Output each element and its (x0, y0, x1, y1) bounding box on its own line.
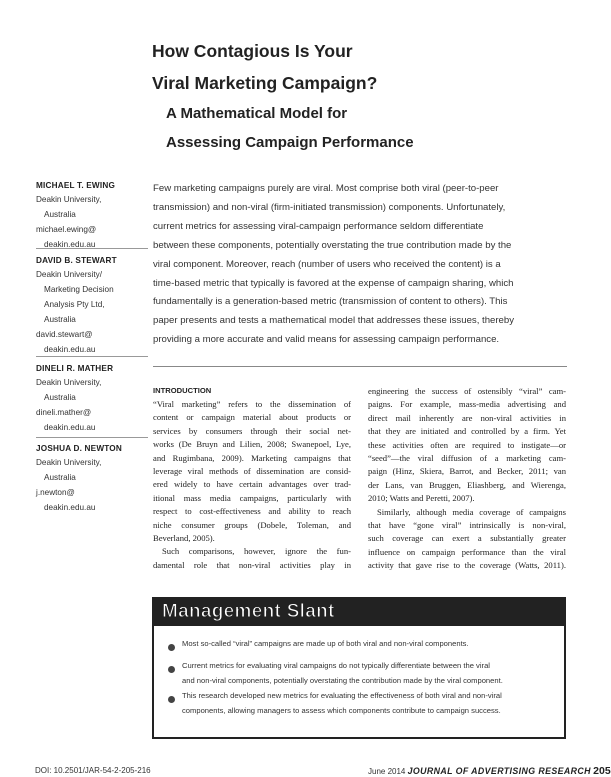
body-line: and Rugimbana, 2009). Marketing campaigns that (153, 452, 351, 463)
author-block (36, 256, 148, 357)
section-heading-introduction: INTRODUCTION (153, 386, 212, 395)
author-block (36, 444, 148, 515)
article-title-line-2: Viral Marketing Campaign? (152, 73, 378, 93)
body-line: 2010; Watts and Peretti, 2007). (368, 493, 475, 504)
author-email: david.stewart@ (36, 330, 93, 339)
bullet-icon (168, 644, 175, 651)
author-affiliation: Australia (44, 393, 76, 402)
author-name: DAVID B. STEWART (36, 256, 117, 265)
author-email: dineli.mather@ (36, 408, 92, 417)
author-affiliation: Marketing Decision (44, 285, 114, 294)
footer-journal-name: JOURNAL OF ADVERTISING RESEARCH (407, 766, 591, 776)
author-name: JOSHUA D. NEWTON (36, 444, 122, 453)
article-subtitle-line-2: Assessing Campaign Performance (166, 134, 414, 151)
abstract-divider (153, 366, 567, 367)
slant-bullet-text: components, allowing managers to assess which components contribute to campaign success. (182, 706, 501, 715)
slant-bullet-text: and non-viral components, potentially overstating the contribution made by the viral component. (182, 676, 503, 685)
abstract-line: between these components, potentially overstating the true contribution made by the (153, 239, 512, 251)
author-affiliation: Australia (44, 210, 76, 219)
author-email: deakin.edu.au (44, 240, 96, 249)
author-affiliation: Deakin University, (36, 195, 102, 204)
body-line: works (De Bruyn and Lilien, 2008; Swanepoel, Lye, (153, 439, 351, 450)
author-divider (36, 437, 148, 438)
body-line: Similarly, although media coverage of campaigns (377, 506, 566, 517)
abstract-line: paper presents and tests a mathematical model that addresses these issues, thereby (153, 315, 515, 327)
author-affiliation: Deakin University, (36, 378, 102, 387)
body-line: paigns. For example, mass-media advertising and (368, 399, 566, 410)
body-line: these activities often are required to instigate—or (368, 439, 566, 450)
body-line: ered widely to have certain advantages over trad- (153, 479, 351, 490)
author-email: deakin.edu.au (44, 345, 96, 354)
body-line: paign (Hinz, Skiera, Barrot, and Becker, 2011; van (368, 466, 566, 477)
slant-bullet-text: Current metrics for evaluating viral campaigns do not typically differentiate between the viral (182, 661, 490, 670)
footer-doi: DOI: 10.2501/JAR-54-2-205-216 (35, 766, 151, 775)
management-slant-title: Management Slant (162, 601, 335, 622)
body-line: Such comparisons, however, ignore the fun- (162, 546, 351, 557)
bullet-icon (168, 666, 175, 673)
body-line: Beverland, 2005). (153, 533, 215, 544)
body-line: damental role that non-viral activities play in (153, 559, 351, 570)
bullet-icon (168, 696, 175, 703)
author-email: deakin.edu.au (44, 503, 96, 512)
management-slant-header (154, 599, 564, 626)
abstract-line: current metrics for assessing viral-campaign performance seldom differentiate (153, 220, 484, 232)
body-line: that they are initiated and controlled by a firm. Yet (368, 426, 566, 437)
body-line: direct mail inherently are non-viral activities in (368, 412, 566, 423)
body-line: that have “gone viral” intrinsically is non-viral, (368, 520, 566, 531)
author-affiliation: Australia (44, 473, 76, 482)
author-name: MICHAEL T. EWING (36, 181, 116, 190)
author-email: j.newton@ (36, 488, 75, 497)
author-affiliation: Deakin University, (36, 458, 102, 467)
body-line: influence on campaign performance than the viral (368, 546, 566, 557)
article-subtitle-line-1: A Mathematical Model for (166, 105, 348, 122)
author-block (36, 181, 148, 252)
author-divider (36, 356, 148, 357)
author-affiliation: Analysis Pty Ltd, (44, 300, 105, 309)
body-line: activity that gave rise to the coverage (Watts, 2011). (368, 560, 566, 571)
author-affiliation: Australia (44, 315, 76, 324)
footer-page-number: 205 (593, 765, 611, 777)
author-email: michael.ewing@ (36, 225, 97, 234)
slant-bullet-text: Most so-called “viral” campaigns are made up of both viral and non-viral components. (182, 639, 469, 648)
slant-bullet-text: This research developed new metrics for evaluating the effectiveness of both viral and non-viral (182, 691, 502, 700)
article-title-line-1: How Contagious Is Your (152, 41, 353, 61)
author-affiliation: Deakin University/ (36, 270, 102, 279)
body-line: respect to cost-effectiveness and ability to reach (153, 506, 351, 517)
abstract-line: fundamentally is a generation-based metric (transmission of content to others). This (153, 296, 508, 308)
abstract-line: viral component. Moreover, reach (number of users who received the content) is a (153, 258, 501, 270)
abstract-line: time-based metric that typically is favored at the expense of campaign sharing, which (153, 277, 514, 289)
body-line: such coverage can exert a substantially greater (368, 533, 566, 544)
body-line: “seed”—the viral diffusion of a marketing cam- (368, 453, 566, 464)
body-column-2 (368, 385, 566, 573)
body-line: “Viral marketing” refers to the dissemination of (153, 399, 351, 409)
author-email: deakin.edu.au (44, 423, 96, 432)
footer-date: June 2014 (368, 767, 406, 776)
body-line: services by consumers through their social net- (153, 425, 351, 436)
body-line: der Lans, van Bruggen, Eliashberg, and Wierenga, (368, 479, 566, 490)
abstract-line: transmission) and non-viral (firm-initiated transmission) components. Unfortunately, (153, 201, 506, 213)
body-line: itional mass media campaigns, particularly with (153, 492, 351, 503)
footer-journal (368, 765, 611, 777)
body-line: leverage viral methods of dissemination are consid- (153, 466, 351, 477)
abstract-line: providing a more accurate and valid means for assessing campaign performance. (153, 334, 500, 346)
body-line: niche consumer groups (Dobele, Toleman, and (153, 519, 351, 530)
body-line: content or campaign material about products or (153, 412, 351, 423)
abstract (153, 180, 571, 350)
abstract-line: Few marketing campaigns purely are viral. Most comprise both viral (peer-to-peer (153, 183, 499, 194)
author-block (36, 364, 148, 435)
author-name: DINELI R. MATHER (36, 364, 114, 373)
body-line: engineering the success of ostensibly “viral” cam- (368, 386, 566, 396)
author-divider (36, 248, 148, 249)
management-slant-box (152, 597, 566, 739)
body-column-1 (153, 398, 351, 572)
